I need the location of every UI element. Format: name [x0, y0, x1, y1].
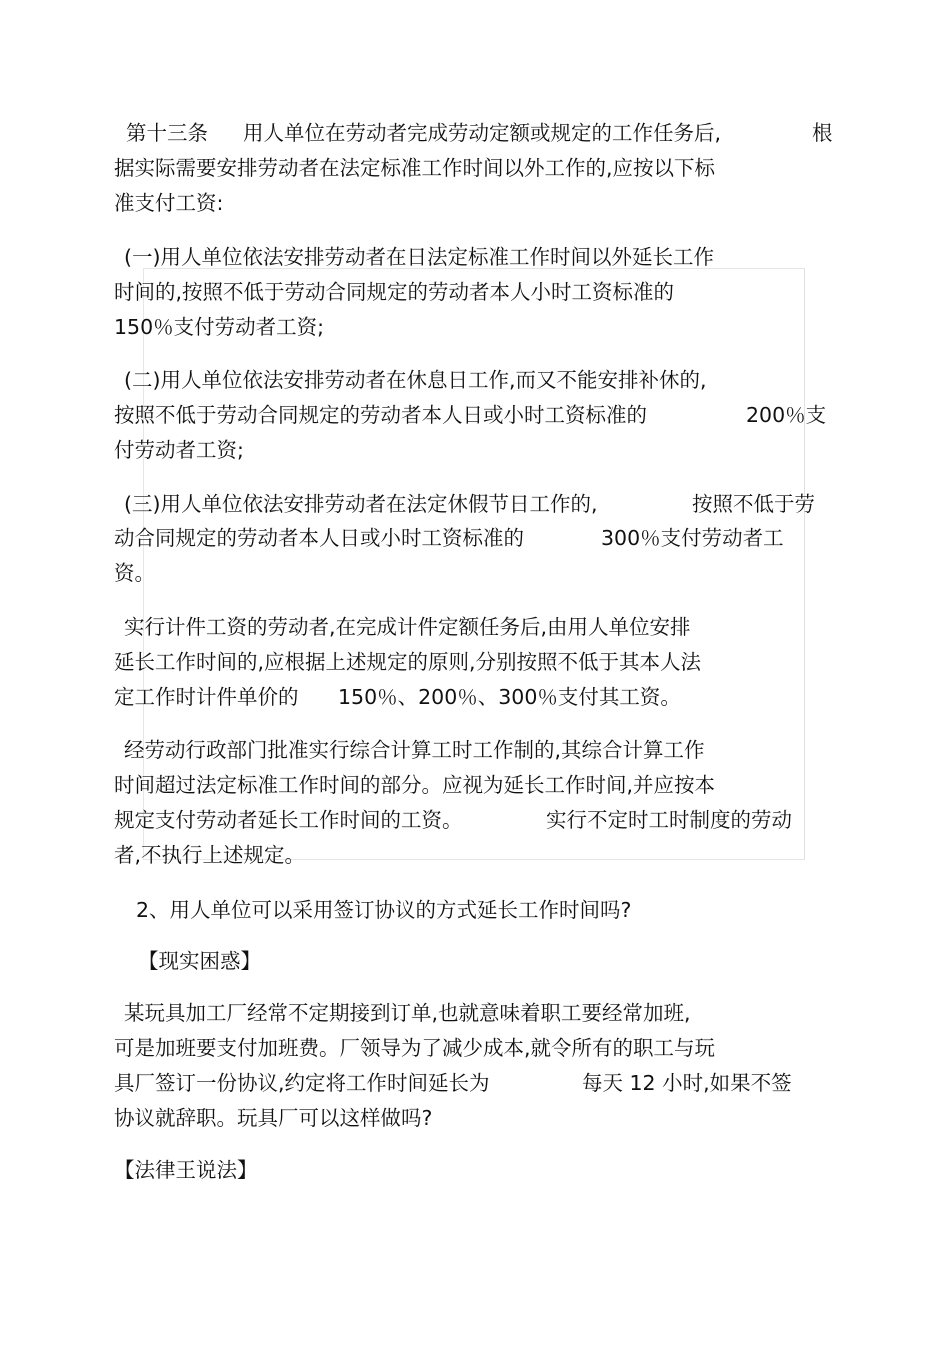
text-line	[0, 244, 950, 270]
text-line	[0, 897, 950, 923]
text-line	[0, 1035, 950, 1061]
text-line	[0, 525, 950, 551]
text-line	[0, 614, 950, 640]
text-line	[0, 737, 950, 763]
text-line	[0, 155, 950, 181]
text-line	[0, 367, 950, 393]
article-number: 第十三条	[126, 121, 208, 145]
text-segment: 按照不低于劳	[692, 492, 815, 516]
text-segment: 规定支付劳动者延长工作时间的工资。	[114, 808, 463, 832]
text-line	[0, 1105, 950, 1131]
text-line	[0, 437, 950, 463]
text-segment: 每天 12 小时,如果不签	[582, 1071, 792, 1095]
text-segment: 实行不定时工时制度的劳动	[546, 808, 792, 832]
text-segment: 按照不低于劳动合同规定的劳动者本人日或小时工资标准的	[114, 403, 647, 427]
text-line	[0, 560, 950, 586]
text-segment: 200％支	[746, 403, 827, 427]
text-segment: 150％支付劳动者工资;	[114, 315, 325, 339]
text-line	[0, 807, 950, 833]
text-segment: 300％支付劳动者工	[601, 526, 784, 550]
text-segment: 准支付工资:	[114, 191, 224, 215]
text-segment: 时间的,按照不低于劳动合同规定的劳动者本人小时工资标准的	[114, 280, 675, 304]
text-segment: 定工作时计件单价的	[114, 685, 299, 709]
question-heading: 2、用人单位可以采用签订协议的方式延长工作时间吗?	[136, 898, 632, 922]
text-line	[0, 314, 950, 340]
text-segment: (三)用人单位依法安排劳动者在法定休假节日工作的,	[124, 492, 598, 516]
text-segment: 某玩具加工厂经常不定期接到订单,也就意味着职工要经常加班,	[124, 1001, 691, 1025]
text-segment: 150％、200％、300％支付其工资。	[338, 685, 681, 709]
section-heading: 【法律王说法】	[114, 1158, 258, 1182]
text-line	[0, 842, 950, 868]
text-line	[0, 1157, 950, 1183]
text-line	[0, 1000, 950, 1026]
text-segment: 付劳动者工资;	[114, 438, 244, 462]
text-segment: 延长工作时间的,应根据上述规定的原则,分别按照不低于其本人法	[114, 650, 702, 674]
text-line	[0, 120, 950, 146]
text-line	[0, 279, 950, 305]
text-segment: 具厂签订一份协议,约定将工作时间延长为	[114, 1071, 490, 1095]
text-line	[0, 190, 950, 216]
text-segment: 资。	[114, 561, 155, 585]
text-line	[0, 772, 950, 798]
text-segment: 时间超过法定标准工作时间的部分。应视为延长工作时间,并应按本	[114, 773, 716, 797]
text-line	[0, 491, 950, 517]
text-segment: 动合同规定的劳动者本人日或小时工资标准的	[114, 526, 524, 550]
text-segment: 可是加班要支付加班费。厂领导为了减少成本,就令所有的职工与玩	[114, 1036, 716, 1060]
text-segment: 用人单位在劳动者完成劳动定额或规定的工作任务后,	[243, 121, 722, 145]
text-segment: 据实际需要安排劳动者在法定标准工作时间以外工作的,应按以下标	[114, 156, 716, 180]
text-segment: 者,不执行上述规定。	[114, 843, 306, 867]
section-heading: 【现实困惑】	[138, 949, 261, 973]
text-line	[0, 649, 950, 675]
text-line	[0, 684, 950, 710]
text-segment: 经劳动行政部门批准实行综合计算工时工作制的,其综合计算工作	[124, 738, 705, 762]
text-line	[0, 948, 950, 974]
text-segment: 根	[812, 121, 833, 145]
text-segment: 实行计件工资的劳动者,在完成计件定额任务后,由用人单位安排	[124, 615, 691, 639]
text-segment: (一)用人单位依法安排劳动者在日法定标准工作时间以外延长工作	[124, 245, 714, 269]
text-line	[0, 402, 950, 428]
text-line	[0, 1070, 950, 1096]
text-segment: 协议就辞职。玩具厂可以这样做吗?	[114, 1106, 433, 1130]
text-segment: (二)用人单位依法安排劳动者在休息日工作,而又不能安排补休的,	[124, 368, 707, 392]
